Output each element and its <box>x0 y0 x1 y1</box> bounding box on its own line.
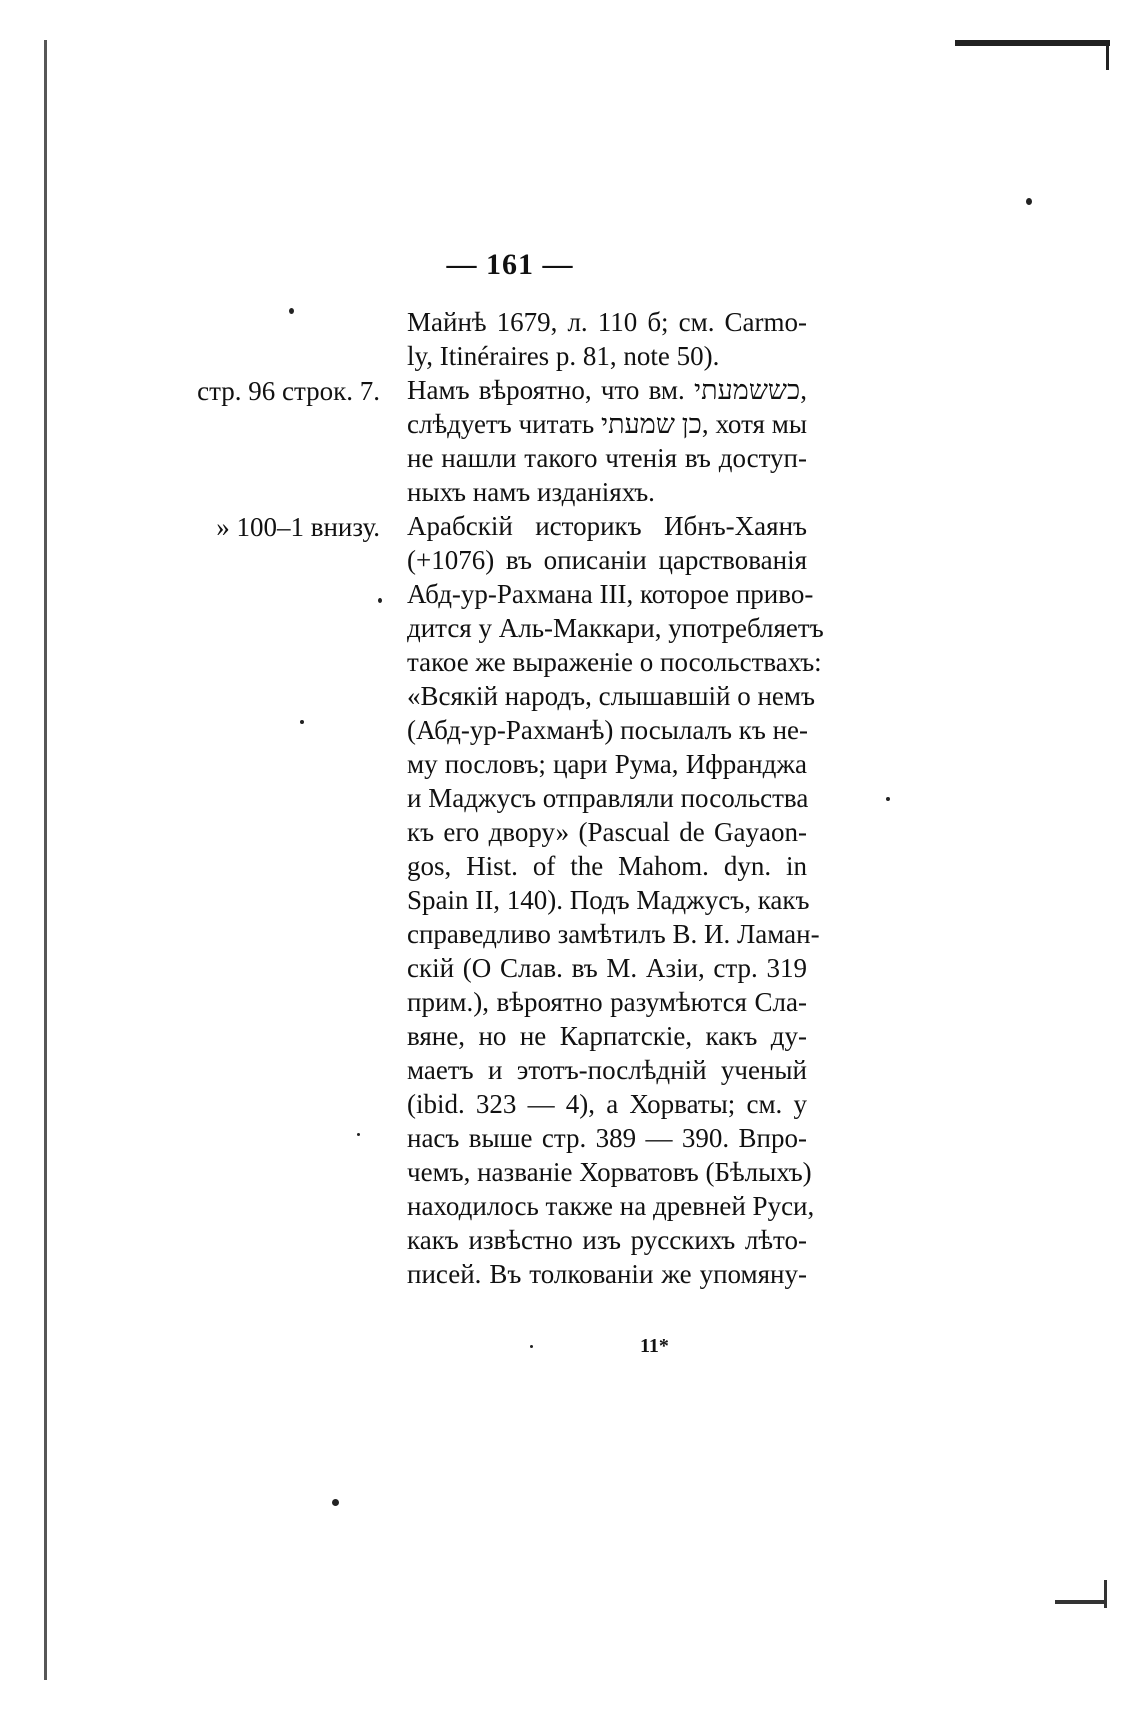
speck <box>332 1499 339 1506</box>
text-line: (Абд-ур-Рахманѣ) посылалъ къ не- <box>407 715 809 745</box>
speck <box>1026 198 1032 205</box>
text-line: дится у Аль-Маккари, употребляетъ <box>407 613 824 643</box>
text-line: и Маджусъ отправляли посольства <box>407 783 809 813</box>
text-line: какъ извѣстно изъ русскихъ лѣто- <box>407 1225 807 1255</box>
scan-edge-right-tick <box>1106 40 1109 70</box>
body-text <box>0 305 1140 1291</box>
text-line: Абд-ур-Рахмана III, которое приво- <box>407 579 814 609</box>
text-line: такое же выраженіе о посольствахъ: <box>407 647 822 677</box>
entry-text <box>407 509 824 1291</box>
printer-signature: 11* <box>640 1335 669 1357</box>
text-line: прим.), вѣроятно разумѣются Сла- <box>407 987 807 1017</box>
text-line: ныхъ намъ изданіяхъ. <box>407 477 655 507</box>
text-line: находилось также на древней Руси, <box>407 1191 815 1221</box>
text-line: насъ выше стр. 389 — 390. Впро- <box>407 1123 807 1153</box>
page-number: — 161 — <box>446 248 574 281</box>
text-line: му пословъ; цари Рума, Ифранджа <box>407 749 807 779</box>
text-line: вяне, но не Карпатскіе, какъ ду- <box>407 1021 807 1051</box>
text-line: Spain II, 140). Подъ Маджусъ, какъ <box>407 885 810 915</box>
text-line: скій (О Слав. въ М. Азіи, стр. 319 <box>407 953 807 983</box>
text-line: (ibid. 323 — 4), а Хорваты; см. у <box>407 1089 807 1119</box>
entry-continuation <box>0 305 1140 373</box>
text-line: gos, Hist. of the Mahom. dyn. in <box>407 851 807 881</box>
scan-edge-right-bottom <box>1055 1600 1105 1604</box>
scan-edge-right-vert <box>1104 1580 1107 1608</box>
entry-text <box>407 373 807 509</box>
text-line: ly, Itinéraires p. 81, note 50). <box>407 341 720 371</box>
text-line: не нашли такого чтенія въ доступ- <box>407 443 807 473</box>
text-line: «Всякій народъ, слышавшій о немъ <box>407 681 815 711</box>
page-reference: стр. 96 строк. 7. <box>197 376 380 406</box>
text-line: писей. Въ толкованіи же упомяну- <box>407 1259 807 1289</box>
scan-edge-right-top <box>955 40 1110 46</box>
speck <box>530 1345 533 1348</box>
entry-p96 <box>0 373 1140 509</box>
text-line: Арабскій историкъ Ибнъ-Хаянъ <box>407 511 807 541</box>
text-line: слѣдуетъ читать כן שמעתי, хотя мы <box>407 409 807 439</box>
text-line: маетъ и этотъ-послѣдній ученый <box>407 1055 807 1085</box>
text-line: чемъ, названіе Хорватовъ (Бѣлыхъ) <box>407 1157 812 1187</box>
entry-text <box>407 305 807 373</box>
entry-p100 <box>0 509 1140 1291</box>
text-line: справедливо замѣтилъ В. И. Ламан- <box>407 919 820 949</box>
text-line: Намъ вѣроятно, что вм. כששמעתי, <box>407 375 807 405</box>
text-line: (+1076) въ описаніи царствованія <box>407 545 807 575</box>
text-line: къ его двору» (Pascual de Gayaon- <box>407 817 807 847</box>
page-reference: » 100–1 внизу. <box>216 512 380 542</box>
text-line: Майнѣ 1679, л. 110 б; см. Carmo- <box>407 307 807 337</box>
